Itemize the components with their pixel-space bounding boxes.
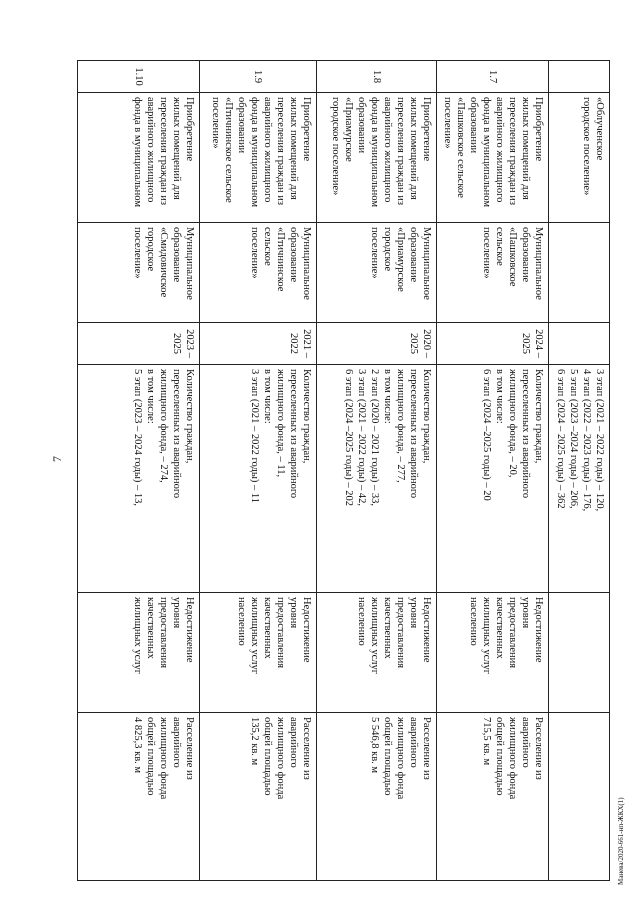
- document-code: Манева/2020-661-нп-ЖКХ(1): [617, 797, 625, 885]
- period: 2024 – 2025: [437, 323, 549, 365]
- table-row: [317, 61, 437, 881]
- row-number: 1.7: [437, 61, 549, 93]
- landscape-table-frame: [89, 60, 610, 880]
- indicators: Количество граждан, переселенных из аварийного жилищного фонда, – 274, в том числе: 5 этап (2023 – 2024 годы) – 13,: [78, 365, 200, 593]
- row-number: 1.9: [200, 61, 317, 93]
- program-table: [77, 60, 610, 881]
- executor: Муниципальное образование «Птичнинское сельское поселение»: [200, 223, 317, 323]
- executor: Муниципальное образование «Пашковское сельское поселение»: [437, 223, 549, 323]
- row-number: 1.10: [78, 61, 200, 93]
- table-row: [437, 61, 549, 881]
- expected-result: Расселение из аварийного жилищного фонда общей площадью 135,2 кв. м: [200, 713, 317, 881]
- table-row: [549, 61, 610, 881]
- indicators: 3 этап (2021 – 2022 годы) – 120, 4 этап (2022 – 2023 годы) – 176, 5 этап (2023 –2024 годы) – 206, 6 этап (2024 – 2025 годы) – 362: [549, 365, 610, 593]
- executor: [549, 223, 610, 323]
- executor: Муниципальное образование «Смидовичское городское поселение»: [78, 223, 200, 323]
- rotated-sheet: [89, 60, 610, 880]
- consequence: Недостижение уровня предоставления качественных жилищных услуг населению: [317, 593, 437, 713]
- executor: Муниципальное образование «Приамурское городское поселение»: [317, 223, 437, 323]
- event-name: Приобретение жилых помещений для переселения граждан из аварийного жилищного фонда в муниципальном образовании «Пашковское сельское поселение»: [437, 93, 549, 223]
- consequence: Недостижение уровня предоставления качественных жилищных услуг: [78, 593, 200, 713]
- event-name: Приобретение жилых помещений для переселения граждан из аварийного жилищного фонда в муниципальном образовании «Приамурское городское поселение»: [317, 93, 437, 223]
- expected-result: Расселение из аварийного жилищного фонда общей площадью 715,5 кв. м: [437, 713, 549, 881]
- period: 2021 – 2022: [200, 323, 317, 365]
- page-number: 7: [50, 456, 64, 462]
- period: 2020 – 2025: [317, 323, 437, 365]
- row-number: [549, 61, 610, 93]
- expected-result: Расселение из аварийного жилищного фонда общей площадью 4 825,3 кв. м: [78, 713, 200, 881]
- indicators: Количество граждан, переселенных из аварийного жилищного фонда, – 277, в том числе: 2 этап (2020 – 2021 годы) – 33, 3 этап (2021 – 2022 годы) – 42, 6 этап (2024 –2025 годы) – 202: [317, 365, 437, 593]
- consequence: Недостижение уровня предоставления качественных жилищных услуг населению: [200, 593, 317, 713]
- indicators: Количество граждан, переселенных из аварийного жилищного фонда, – 20, в том числе: 6 этап (2024 –2025 годы) – 20: [437, 365, 549, 593]
- table-row: [78, 61, 200, 881]
- event-name: Приобретение жилых помещений для переселения граждан из аварийного жилищного фонда в муниципальном: [78, 93, 200, 223]
- consequence: Недостижение уровня предоставления качественных жилищных услуг населению: [437, 593, 549, 713]
- row-number: 1.8: [317, 61, 437, 93]
- consequence: [549, 593, 610, 713]
- indicators: Количество граждан, переселенных из аварийного жилищного фонда, – 11, в том числе: 3 этап (2021 – 2022 годы) – 11: [200, 365, 317, 593]
- period: [549, 323, 610, 365]
- expected-result: Расселение из аварийного жилищного фонда общей площадью 5 546,8 кв. м: [317, 713, 437, 881]
- table-row: [200, 61, 317, 881]
- period: 2023 – 2025: [78, 323, 200, 365]
- event-name: Приобретение жилых помещений для переселения граждан из аварийного жилищного фонда в муниципальном образовании «Птичнинское сельское поселение»: [200, 93, 317, 223]
- event-name: «Облученское городское поселение»: [549, 93, 610, 223]
- expected-result: [549, 713, 610, 881]
